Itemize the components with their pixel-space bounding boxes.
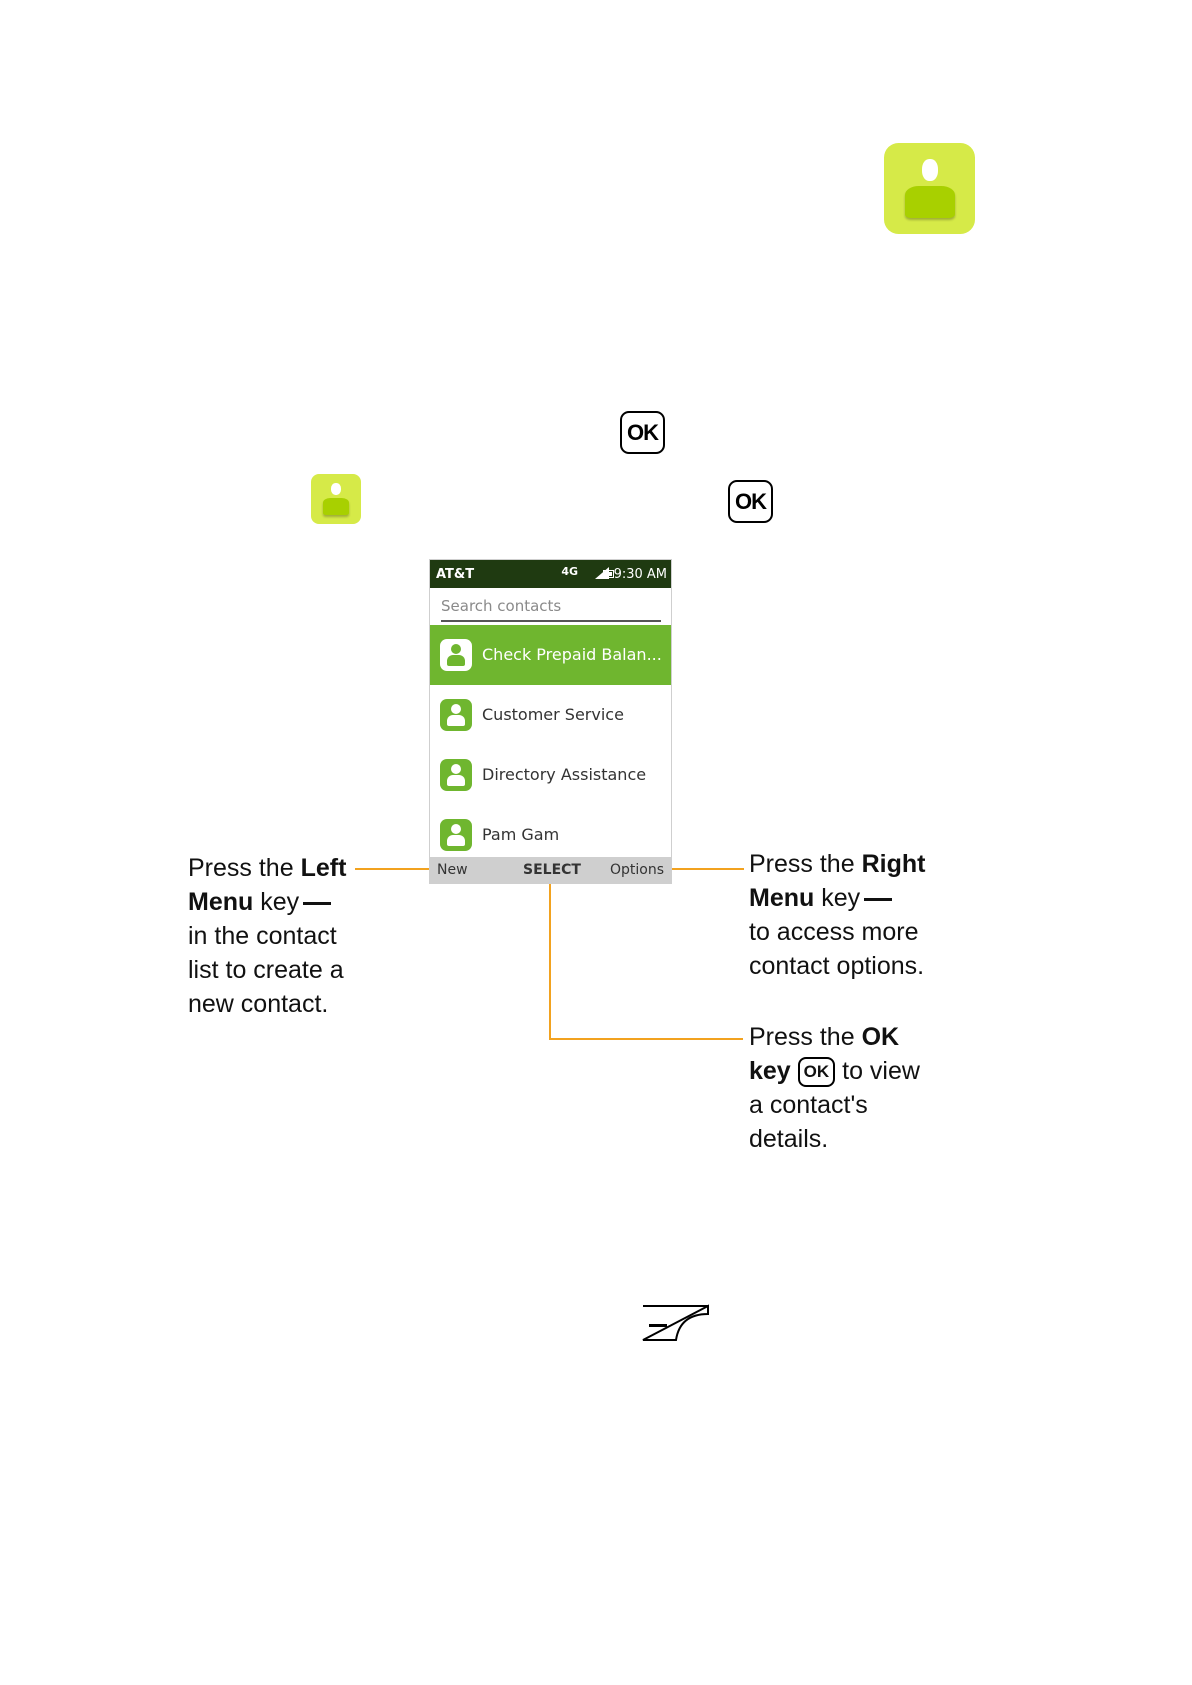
- callout-ok-key: Press the OK key OK to view a contact's details.: [749, 1023, 920, 1153]
- left-softkey-icon: [640, 1304, 712, 1342]
- contact-avatar-icon: [440, 639, 472, 671]
- contact-row[interactable]: [430, 745, 671, 805]
- softkey-options[interactable]: Options: [609, 862, 664, 878]
- softkey-bar: [430, 857, 671, 883]
- ok-key-icon: OK: [728, 480, 773, 523]
- contacts-icon-body: [905, 186, 955, 218]
- battery-icon: [603, 570, 614, 578]
- contact-avatar-icon: [440, 759, 472, 791]
- callout-right-menu: Press the Right Menu key to access more contact options.: [749, 850, 926, 980]
- ok-key-icon: OK: [620, 411, 665, 454]
- menu-key-dash-icon: [303, 902, 331, 905]
- status-bar: [430, 560, 671, 588]
- callout-left-menu: Press the Left Menu key in the contact list to create a new contact.: [188, 854, 347, 1018]
- ok-key-icon: OK: [798, 1057, 836, 1087]
- clock: 9:30 AM: [613, 567, 667, 582]
- contact-avatar-icon: [440, 699, 472, 731]
- contact-name: Check Prepaid Balan...: [482, 645, 662, 664]
- contact-name: Directory Assistance: [482, 765, 647, 784]
- search-input[interactable]: Search contacts: [441, 595, 661, 622]
- callout-line-ok-horizontal: [549, 1038, 743, 1040]
- contact-row[interactable]: [430, 625, 671, 685]
- callout-line-right: [672, 868, 744, 870]
- contacts-icon-head: [331, 483, 341, 495]
- softkey-new[interactable]: New: [437, 862, 468, 878]
- contacts-app-icon: [884, 143, 975, 234]
- contact-name: Pam Gam: [482, 825, 560, 844]
- contact-name: Customer Service: [482, 705, 624, 724]
- contacts-app-icon-small: [311, 474, 361, 524]
- contact-row[interactable]: [430, 805, 671, 865]
- network-type-icon: 4G: [561, 565, 578, 578]
- carrier-label: AT&T: [436, 567, 475, 582]
- phone-screen: [429, 559, 672, 884]
- contact-avatar-icon: [440, 819, 472, 851]
- contact-row[interactable]: [430, 685, 671, 745]
- softkey-select[interactable]: SELECT: [523, 862, 581, 878]
- contacts-icon-head: [922, 159, 938, 181]
- callout-line-left: [355, 868, 429, 870]
- menu-key-dash-icon: [864, 898, 892, 901]
- callout-line-ok-vertical: [549, 884, 551, 1040]
- contacts-icon-body: [323, 498, 349, 515]
